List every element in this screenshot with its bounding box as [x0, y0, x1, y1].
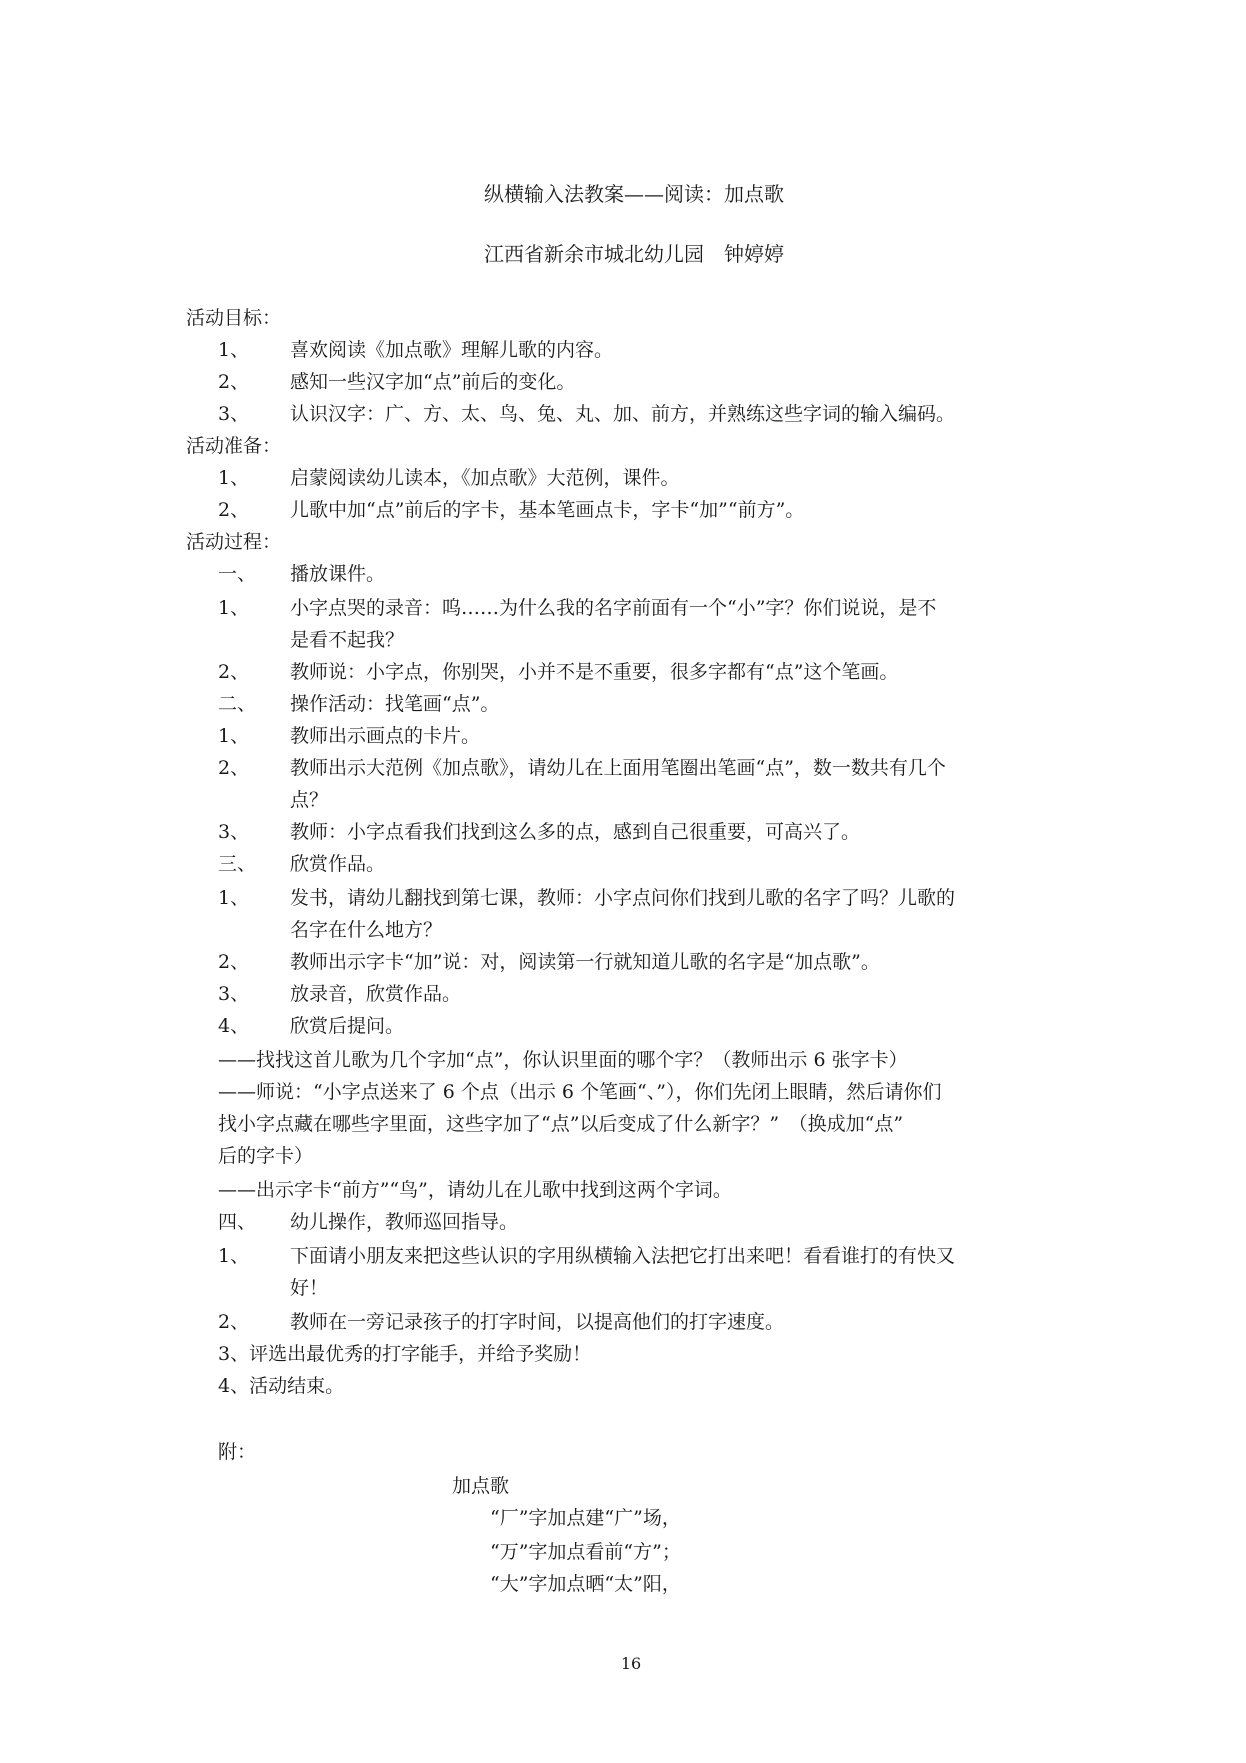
s3-dash-3: ——出示字卡“前方”“鸟”，请幼儿在儿歌中找到这两个字词。 — [218, 1179, 732, 1201]
s1-item-1-text: 小字点哭的录音：呜……为什么我的名字前面有一个“小”字？你们说说，是不 — [290, 597, 937, 619]
s3-dash-1: ——找找这首儿歌为几个字加“点”，你认识里面的哪个字？（教师出示 6 张字卡） — [218, 1049, 908, 1071]
s3-item-1-text: 发书，请幼儿翻找到第七课，教师：小字点问你们找到儿歌的名字了吗？儿歌的 — [290, 887, 956, 909]
s1-item-1-number: 1、 — [218, 597, 250, 619]
s2-item-3-text: 教师：小字点看我们找到这么多的点，感到自己很重要，可高兴了。 — [290, 821, 861, 843]
s4-item-3: 3、评选出最优秀的打字能手，并给予奖励！ — [218, 1343, 592, 1365]
section-1-title: 播放课件。 — [290, 563, 386, 585]
section-2-number: 二、 — [218, 693, 257, 715]
section-2-title: 操作活动：找笔画“点”。 — [290, 693, 500, 715]
goal-2-text: 感知一些汉字加“点”前后的变化。 — [290, 371, 576, 393]
section-4-title: 幼儿操作，教师巡回指导。 — [290, 1211, 519, 1233]
section-3-number: 三、 — [218, 853, 257, 875]
goal-2-number: 2、 — [218, 371, 250, 393]
goal-3-number: 3、 — [218, 403, 250, 425]
s1-item-2-number: 2、 — [218, 661, 250, 683]
s4-item-1-text: 下面请小朋友来把这些认识的字用纵横输入法把它打出来吧！看看谁打的有快又 — [290, 1245, 956, 1267]
s3-item-4-number: 4、 — [218, 1015, 250, 1037]
s2-item-2-number: 2、 — [218, 757, 250, 779]
poem-title: 加点歌 — [452, 1475, 510, 1497]
process-heading: 活动过程： — [186, 531, 282, 553]
goal-1-text: 喜欢阅读《加点歌》理解儿歌的内容。 — [290, 339, 614, 361]
goal-3-text: 认识汉字：广、方、太、鸟、兔、丸、加、前方，并熟练这些字词的输入编码。 — [290, 403, 956, 425]
poem-line-2: “万”字加点看前“方”； — [490, 1541, 681, 1563]
s3-item-1-text-cont: 名字在什么地方？ — [290, 919, 443, 941]
s3-item-4-text: 欣赏后提问。 — [290, 1015, 405, 1037]
appendix-label: 附： — [218, 1441, 257, 1463]
goal-1-number: 1、 — [218, 339, 250, 361]
prep-1-text: 启蒙阅读幼儿读本，《加点歌》大范例，课件。 — [290, 467, 680, 489]
poem-line-3: “大”字加点晒“太”阳， — [490, 1573, 681, 1595]
s4-item-2-text: 教师在一旁记录孩子的打字时间，以提高他们的打字速度。 — [290, 1311, 785, 1333]
document-title: 纵横输入法教案——阅读：加点歌 — [484, 182, 784, 206]
s3-item-3-number: 3、 — [218, 983, 250, 1005]
s3-dash-2: ——师说：“小字点送来了 6 个点（出示 6 个笔画“、”），你们先闭上眼睛，然后请你们 — [218, 1081, 942, 1103]
prep-1-number: 1、 — [218, 467, 250, 489]
poem-line-1: “厂”字加点建“广”场， — [490, 1507, 681, 1529]
s2-item-3-number: 3、 — [218, 821, 250, 843]
s4-item-4: 4、活动结束。 — [218, 1375, 345, 1397]
s1-item-2-text: 教师说：小字点，你别哭，小并不是不重要，很多字都有“点”这个笔画。 — [290, 661, 899, 683]
s2-item-2-text: 教师出示大范例《加点歌》，请幼儿在上面用笔圈出笔画“点”，数一数共有几个 — [290, 757, 946, 779]
author-line: 江西省新余市城北幼儿园 钟婷婷 — [484, 242, 784, 266]
prep-heading: 活动准备： — [186, 435, 282, 457]
s2-item-2-text-cont: 点？ — [290, 789, 329, 811]
prep-2-number: 2、 — [218, 499, 250, 521]
s3-item-2-number: 2、 — [218, 951, 250, 973]
s4-item-1-text-cont: 好！ — [290, 1277, 329, 1299]
section-4-number: 四、 — [218, 1211, 257, 1233]
s3-item-3-text: 放录音，欣赏作品。 — [290, 983, 462, 1005]
s2-item-1-number: 1、 — [218, 725, 250, 747]
s3-item-2-text: 教师出示字卡“加”说：对，阅读第一行就知道儿歌的名字是“加点歌”。 — [290, 951, 880, 973]
s2-item-1-text: 教师出示画点的卡片。 — [290, 725, 481, 747]
s1-item-1-text-cont: 是看不起我？ — [290, 629, 405, 651]
s4-item-1-number: 1、 — [218, 1245, 250, 1267]
s3-item-1-number: 1、 — [218, 887, 250, 909]
section-1-number: 一、 — [218, 563, 257, 585]
goals-heading: 活动目标： — [186, 307, 282, 329]
section-3-title: 欣赏作品。 — [290, 853, 386, 875]
s4-item-2-number: 2、 — [218, 1311, 250, 1333]
page-number: 16 — [620, 1654, 642, 1673]
prep-2-text: 儿歌中加“点”前后的字卡，基本笔画点卡，字卡“加”“前方”。 — [290, 499, 805, 521]
s3-dash-2-cont: 找小字点藏在哪些字里面，这些字加了“点”以后变成了什么新字？” （换成加“点” — [218, 1113, 904, 1135]
s3-dash-2-cont-2: 后的字卡） — [218, 1145, 314, 1167]
